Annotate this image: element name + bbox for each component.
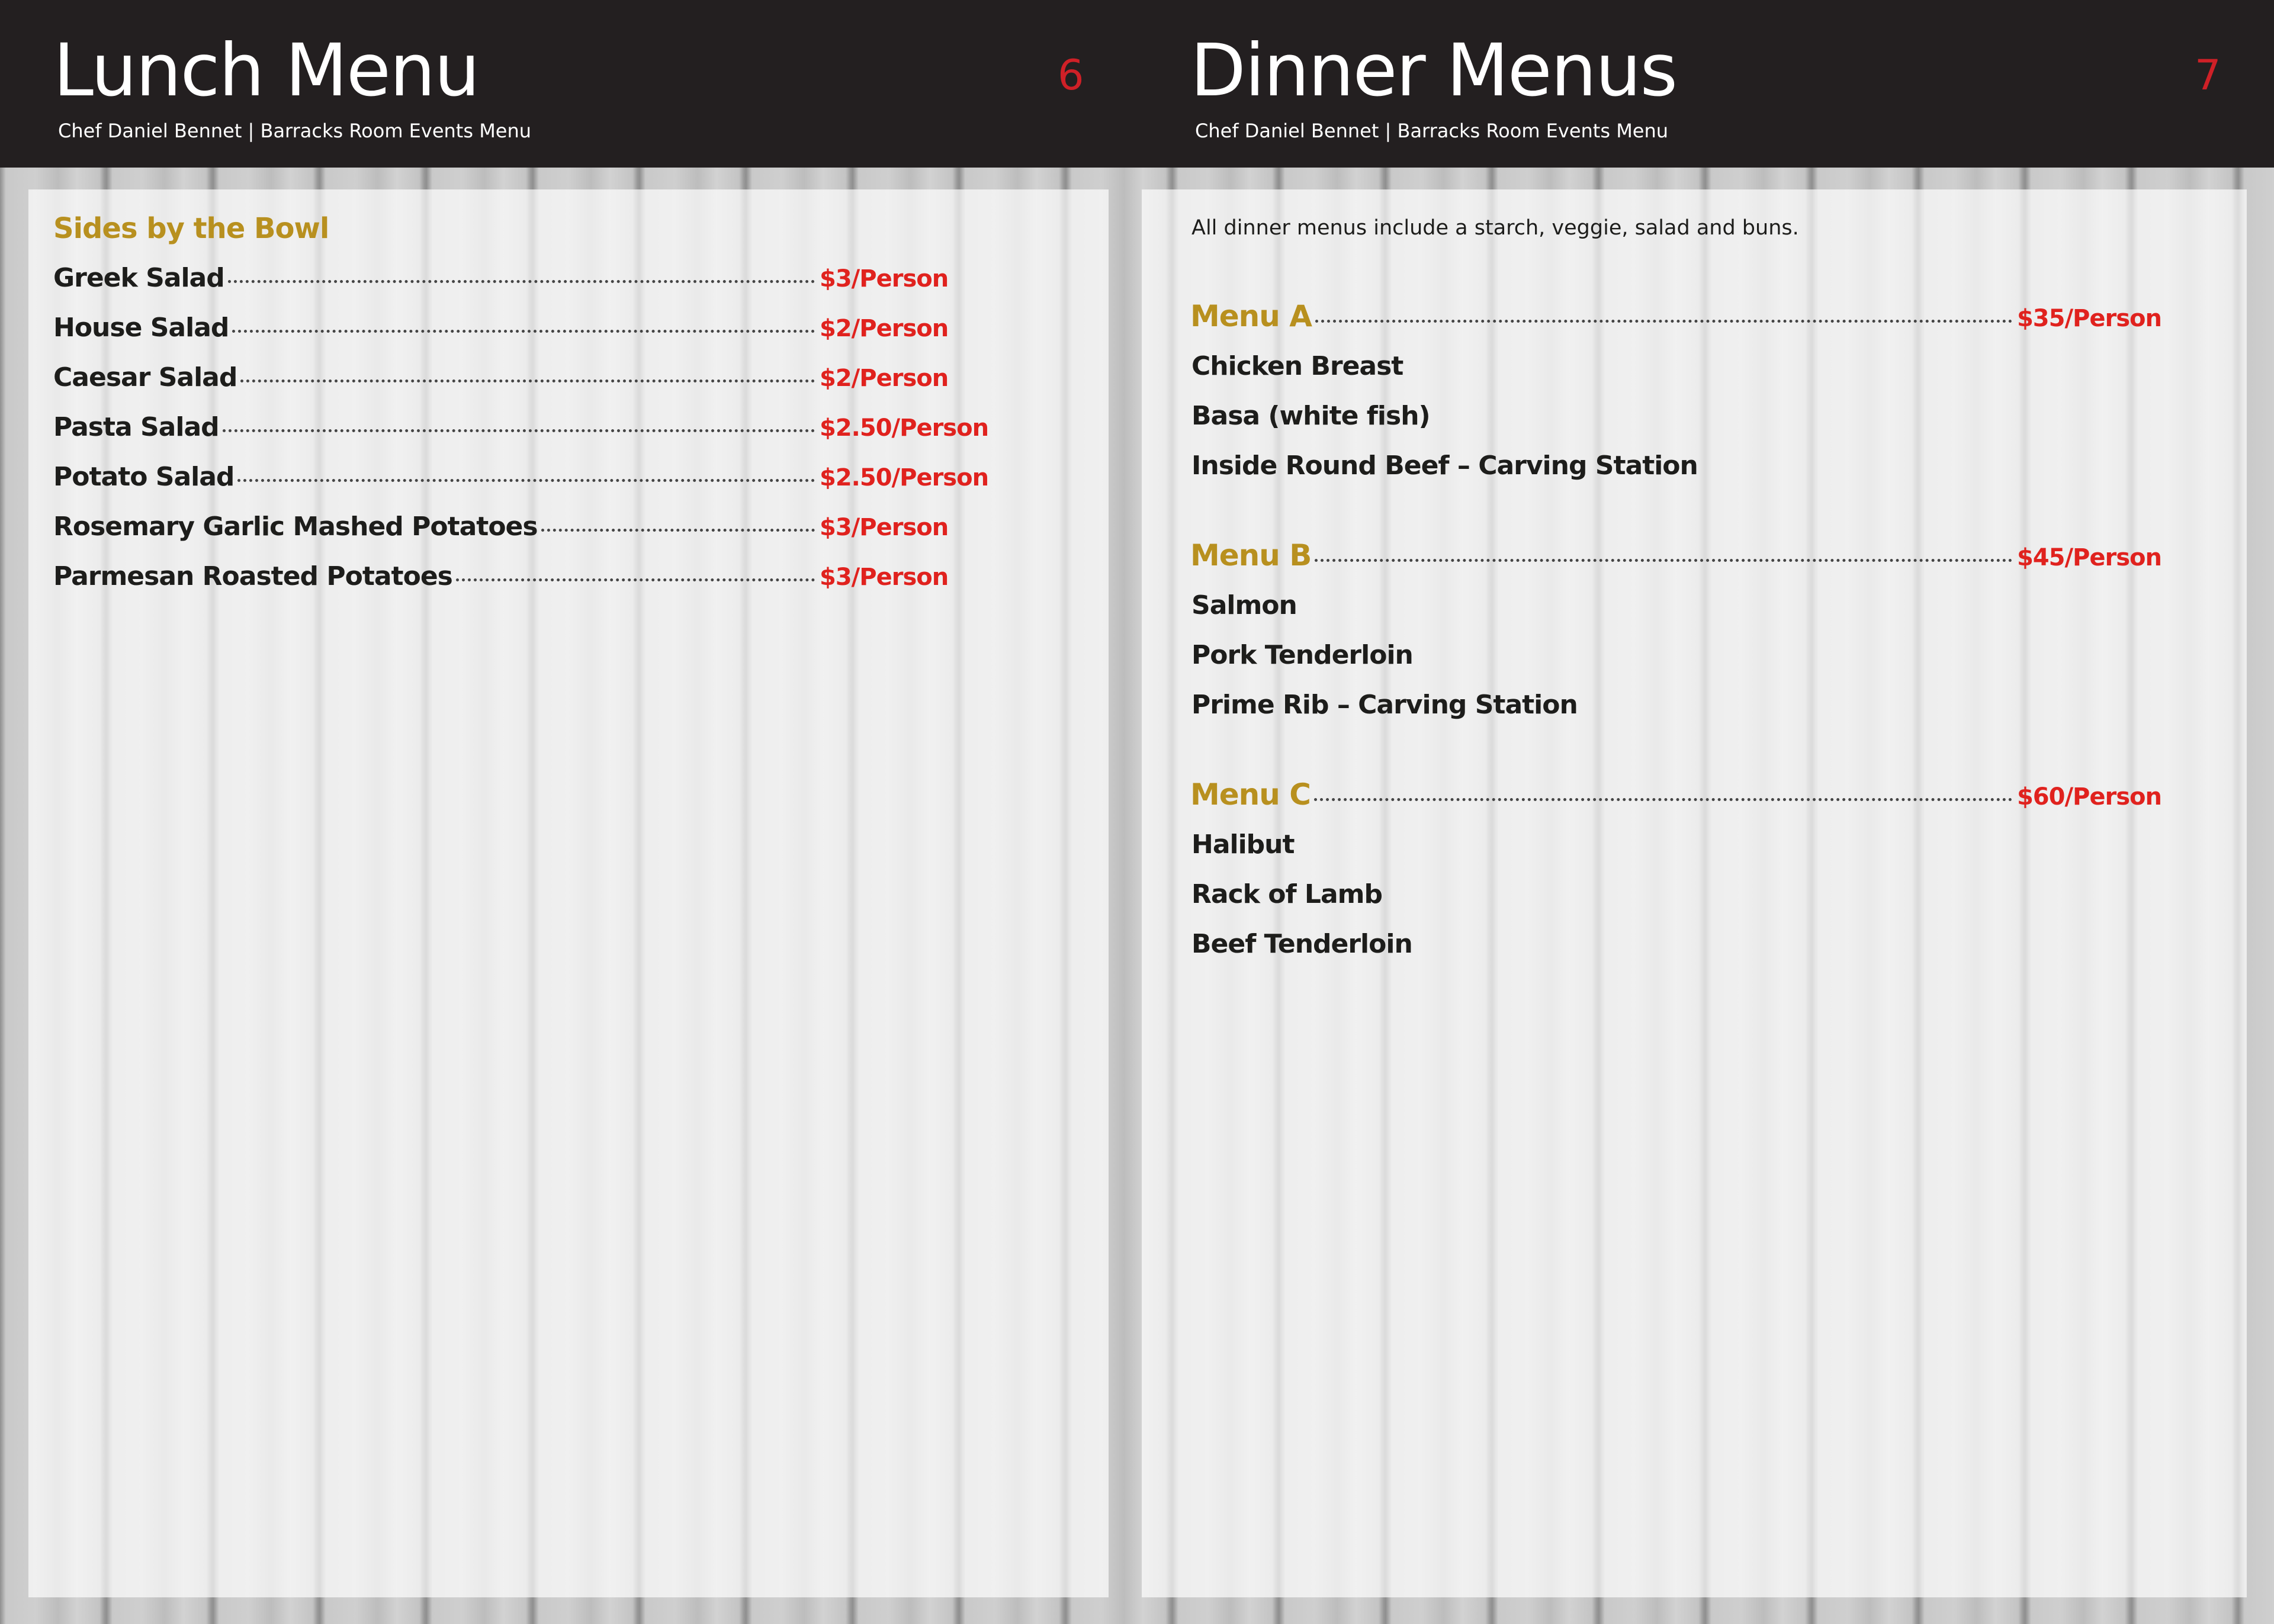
dish-item: Prime Rib – Carving Station: [1191, 690, 1578, 720]
menu-b-row: [1190, 538, 2161, 573]
dot-leader: [541, 529, 815, 532]
item-price: $2.50/Person: [820, 414, 989, 442]
dot-leader: [1315, 559, 2012, 562]
page-number: 7: [2195, 51, 2221, 99]
dish-item: Chicken Breast: [1191, 351, 1403, 381]
menu-item-row: [53, 512, 962, 542]
menu-item-row: [53, 313, 962, 343]
page-title: Lunch Menu: [53, 28, 479, 112]
dish-item: Beef Tenderloin: [1191, 929, 1412, 959]
item-name: Greek Salad: [53, 263, 224, 293]
lunch-content-panel: [28, 189, 1109, 1597]
dot-leader: [456, 578, 815, 581]
menu-item-row: [53, 362, 962, 393]
item-name: Pasta Salad: [53, 412, 219, 442]
dot-leader: [232, 330, 815, 333]
page-number: 6: [1058, 51, 1084, 99]
menu-name: Menu B: [1190, 538, 1312, 573]
page-subtitle: Chef Daniel Bennet | Barracks Room Events Menu: [1195, 120, 1669, 142]
menu-price: $35/Person: [2016, 305, 2161, 332]
item-price: $3/Person: [820, 514, 949, 541]
item-price: $2/Person: [820, 315, 949, 342]
menu-item-row: [53, 412, 989, 442]
dish-item: Rack of Lamb: [1191, 879, 1382, 909]
item-name: Caesar Salad: [53, 362, 237, 393]
intro-text: All dinner menus include a starch, veggie, salad and buns.: [1191, 216, 1799, 240]
item-price: $2.50/Person: [820, 464, 989, 491]
dot-leader: [237, 479, 815, 482]
menu-name: Menu C: [1190, 777, 1311, 812]
menu-c-row: [1190, 777, 2161, 812]
menu-name: Menu A: [1190, 299, 1312, 333]
item-name: Parmesan Roasted Potatoes: [53, 561, 452, 591]
dot-leader: [228, 280, 815, 283]
section-heading: Sides by the Bowl: [53, 212, 329, 245]
dot-leader: [223, 429, 815, 432]
menu-price: $60/Person: [2016, 783, 2161, 811]
menu-price: $45/Person: [2016, 544, 2161, 571]
item-price: $2/Person: [820, 365, 949, 392]
dish-item: Pork Tenderloin: [1191, 640, 1413, 670]
dinner-menu-page: [1137, 0, 2274, 1624]
menu-item-row: [53, 462, 989, 492]
dot-leader: [1315, 320, 2012, 323]
page-subtitle: Chef Daniel Bennet | Barracks Room Events Menu: [58, 120, 532, 142]
dish-item: Inside Round Beef – Carving Station: [1191, 451, 1698, 481]
dish-item: Basa (white fish): [1191, 401, 1430, 431]
dot-leader: [1314, 798, 2012, 801]
item-name: Potato Salad: [53, 462, 235, 492]
menu-a-row: [1190, 299, 2161, 333]
menu-item-row: [53, 263, 962, 293]
item-price: $3/Person: [820, 265, 949, 292]
item-name: House Salad: [53, 313, 229, 343]
item-name: Rosemary Garlic Mashed Potatoes: [53, 512, 538, 542]
menu-item-row: [53, 561, 962, 591]
dish-item: Halibut: [1191, 829, 1295, 860]
item-price: $3/Person: [820, 564, 949, 591]
dot-leader: [240, 380, 815, 382]
page-title: Dinner Menus: [1190, 28, 1677, 112]
dish-item: Salmon: [1191, 590, 1297, 620]
